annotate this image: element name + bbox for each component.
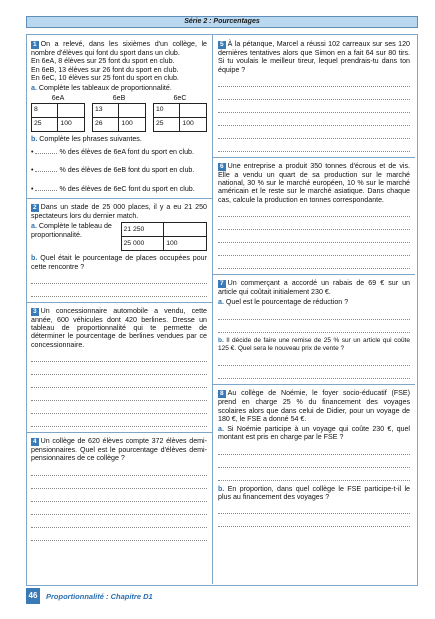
question-label: a. [31, 222, 37, 231]
ex1-line-2: En 6eB, 13 élèves sur 26 font du sport en club. [31, 65, 179, 74]
table-cell: 21 250 [121, 223, 164, 237]
question-label: b. [218, 336, 224, 344]
ex1-sentence-1: % des élèves de 6eA font du sport en club. [59, 148, 194, 157]
table-cell-input[interactable] [180, 103, 207, 117]
answer-line[interactable] [218, 514, 410, 527]
table-cell-input[interactable] [164, 223, 207, 237]
table-cell: 13 [93, 103, 119, 117]
answer-line[interactable] [218, 256, 410, 269]
separator [213, 384, 415, 385]
answer-line[interactable] [218, 366, 410, 379]
ex8-a-text: Si Noémie participe à un voyage qui coûte 230 €, quel montant est pris en charge par le FSE ? [218, 425, 410, 442]
ex2-a-text: Complète le tableau de proportionnalité. [31, 222, 112, 239]
answer-line[interactable] [31, 388, 207, 401]
answer-line[interactable] [218, 139, 410, 152]
answer-line[interactable] [31, 489, 207, 502]
answer-line[interactable] [31, 362, 207, 375]
left-column [31, 40, 207, 541]
question-label: a. [218, 425, 224, 434]
answer-line[interactable] [218, 217, 410, 230]
bullet-icon: • [31, 184, 34, 193]
answer-line[interactable] [31, 271, 207, 284]
exercise-number: 4 [33, 438, 37, 446]
answer-line[interactable] [31, 414, 207, 427]
question-label: b. [31, 254, 38, 263]
answer-line[interactable] [31, 502, 207, 515]
question-label: a. [218, 298, 224, 307]
ex1-line-1: En 6eA, 8 élèves sur 25 font du sport en club. [31, 57, 175, 66]
exercise-2 [31, 203, 207, 297]
exercise-number: 7 [220, 280, 224, 288]
ex8-b-text: En proportion, dans quel collège le FSE participe-t-il le plus au financement des voyages ? [218, 484, 410, 502]
exercise-number: 8 [220, 390, 224, 398]
answer-line[interactable] [218, 353, 410, 366]
exercise-number: 6 [220, 162, 224, 170]
table-header: 6eA [51, 94, 65, 103]
ex2-text: Dans un stade de 25 000 places, il y a eu 21 250 spectateurs lors du dernier match. [31, 202, 207, 220]
chapter-title: Proportionnalité : Chapitre D1 [46, 592, 153, 601]
separator [26, 302, 212, 303]
answer-line[interactable] [218, 204, 410, 217]
answer-line[interactable] [31, 349, 207, 362]
ex7-a-text: Quel est le pourcentage de réduction ? [225, 298, 349, 307]
ex1-a-text: Complète les tableaux de proportionnalité. [38, 84, 172, 93]
answer-line[interactable] [218, 442, 410, 455]
question-label: b. [218, 484, 225, 493]
ex5-text: À la pétanque, Marcel a réussi 102 carreaux sur ses 120 dernières tentatives alors que Simon en a fait 64 sur 80 tirs. Si tu voulais le meilleur tireur, lequel prendrais-tu dans ton équipe ? [218, 40, 410, 74]
table-cell: 25 [32, 117, 58, 131]
table-cell: 100 [119, 117, 146, 131]
exercise-number: 5 [220, 41, 224, 48]
table-cell: 26 [93, 117, 119, 131]
ex1-b-text: Complète les phrases suivantes. [39, 134, 142, 143]
separator [26, 432, 212, 433]
answer-line[interactable] [31, 515, 207, 528]
answer-line[interactable] [218, 501, 410, 514]
exercise-number: 3 [33, 307, 37, 315]
ex4-text: Un collège de 620 élèves compte 372 élèves demi-pensionnaires. Quel est le pourcentage d'élèves demi-pensionnaires de ce collège ? [31, 437, 207, 463]
page-number: 46 [26, 588, 40, 604]
page-footer [26, 588, 416, 604]
proportion-table [121, 222, 208, 251]
answer-line[interactable] [31, 528, 207, 541]
separator [213, 157, 415, 158]
table-cell: 100 [180, 117, 207, 131]
answer-line[interactable] [218, 87, 410, 100]
answer-line[interactable] [218, 455, 410, 468]
separator [213, 274, 415, 275]
exercise-number: 2 [33, 203, 37, 211]
blank-field[interactable] [35, 147, 57, 154]
table-cell: 8 [32, 103, 58, 117]
answer-line[interactable] [218, 74, 410, 87]
table-cell: 10 [154, 103, 180, 117]
question-label: a. [31, 84, 37, 93]
answer-line[interactable] [218, 113, 410, 126]
answer-line[interactable] [218, 126, 410, 139]
answer-line[interactable] [31, 284, 207, 297]
answer-line[interactable] [31, 375, 207, 388]
exercise-6 [218, 162, 410, 269]
table-header: 6eB [112, 94, 126, 103]
answer-line[interactable] [218, 243, 410, 256]
ex1-text: On a relevé, dans les sixièmes d'un collège, le nombre d'élèves qui font du sport dans un club. [31, 40, 207, 57]
ex8-text: Au collège de Noémie, le foyer socio-éducatif (FSE) prend en charge 25 % du financement des voyages scolaires alors que dans celui de Didier, pour un voyage de 180 €, le FSE a donné 54 €. [218, 389, 410, 423]
proportion-table [31, 103, 85, 132]
ex6-text: Une entreprise a produit 350 tonnes d'écrous et de vis. Elle a vendu un quart de sa production sur le marché national, 30 % sur le marché européen, 10 % sur le marché américain et le reste sur le marché asiatique. Dans chaque cas, calcule la production en tonnes correspondante. [218, 161, 410, 204]
bullet-icon: • [31, 166, 34, 175]
table-cell: 100 [164, 237, 207, 251]
table-cell: 25 [154, 117, 180, 131]
series-banner: Série 2 : Pourcentages [26, 16, 418, 28]
answer-line[interactable] [31, 463, 207, 476]
exercise-1 [31, 40, 207, 193]
exercise-3 [31, 307, 207, 427]
ex3-text: Un concessionnaire automobile a vendu, cette année, 600 véhicules dont 420 berlines. Dresse un tableau de proportionnalité qui te permette de déterminer le pourcentage de berlines vendues par ce concessionnaire. [31, 306, 207, 349]
blank-field[interactable] [35, 184, 57, 191]
exercise-7 [218, 279, 410, 379]
ex1-sentence-3: % des élèves de 6eC font du sport en club. [59, 184, 195, 193]
exercise-number: 1 [33, 41, 37, 48]
answer-line[interactable] [31, 401, 207, 414]
column-divider [212, 34, 213, 584]
table-cell-input[interactable] [58, 103, 85, 117]
answer-line[interactable] [218, 320, 410, 333]
table-header: 6eC [173, 94, 187, 103]
answer-line[interactable] [218, 100, 410, 113]
ex1-line-3: En 6eC, 10 élèves sur 25 font du sport en club. [31, 73, 179, 82]
table-cell: 25 000 [121, 237, 164, 251]
exercise-4 [31, 437, 207, 541]
ex7-text: Un commerçant a accordé un rabais de 69 € sur un article qui coûtait initialement 230 €. [218, 279, 410, 297]
separator [26, 198, 212, 199]
ex1-sentence-2: % des élèves de 6eB font du sport en club. [59, 166, 195, 175]
table-cell: 100 [58, 117, 85, 131]
proportion-table [153, 103, 207, 132]
ex7-b-text: Il décide de faire une remise de 25 % sur un article qui coûte 125 €. Quel sera le nouveau prix de vente ? [218, 336, 410, 352]
answer-line[interactable] [31, 476, 207, 489]
question-label: b. [31, 134, 38, 143]
answer-line[interactable] [218, 468, 410, 481]
right-column [218, 40, 410, 527]
table-cell-input[interactable] [119, 103, 146, 117]
blank-field[interactable] [35, 165, 57, 172]
bullet-icon: • [31, 148, 34, 157]
exercise-5 [218, 40, 410, 152]
exercise-8 [218, 389, 410, 527]
ex2-b-text: Quel était le pourcentage de places occupées pour cette rencontre ? [31, 254, 207, 271]
proportion-table [92, 103, 146, 132]
answer-line[interactable] [218, 230, 410, 243]
answer-line[interactable] [218, 307, 410, 320]
